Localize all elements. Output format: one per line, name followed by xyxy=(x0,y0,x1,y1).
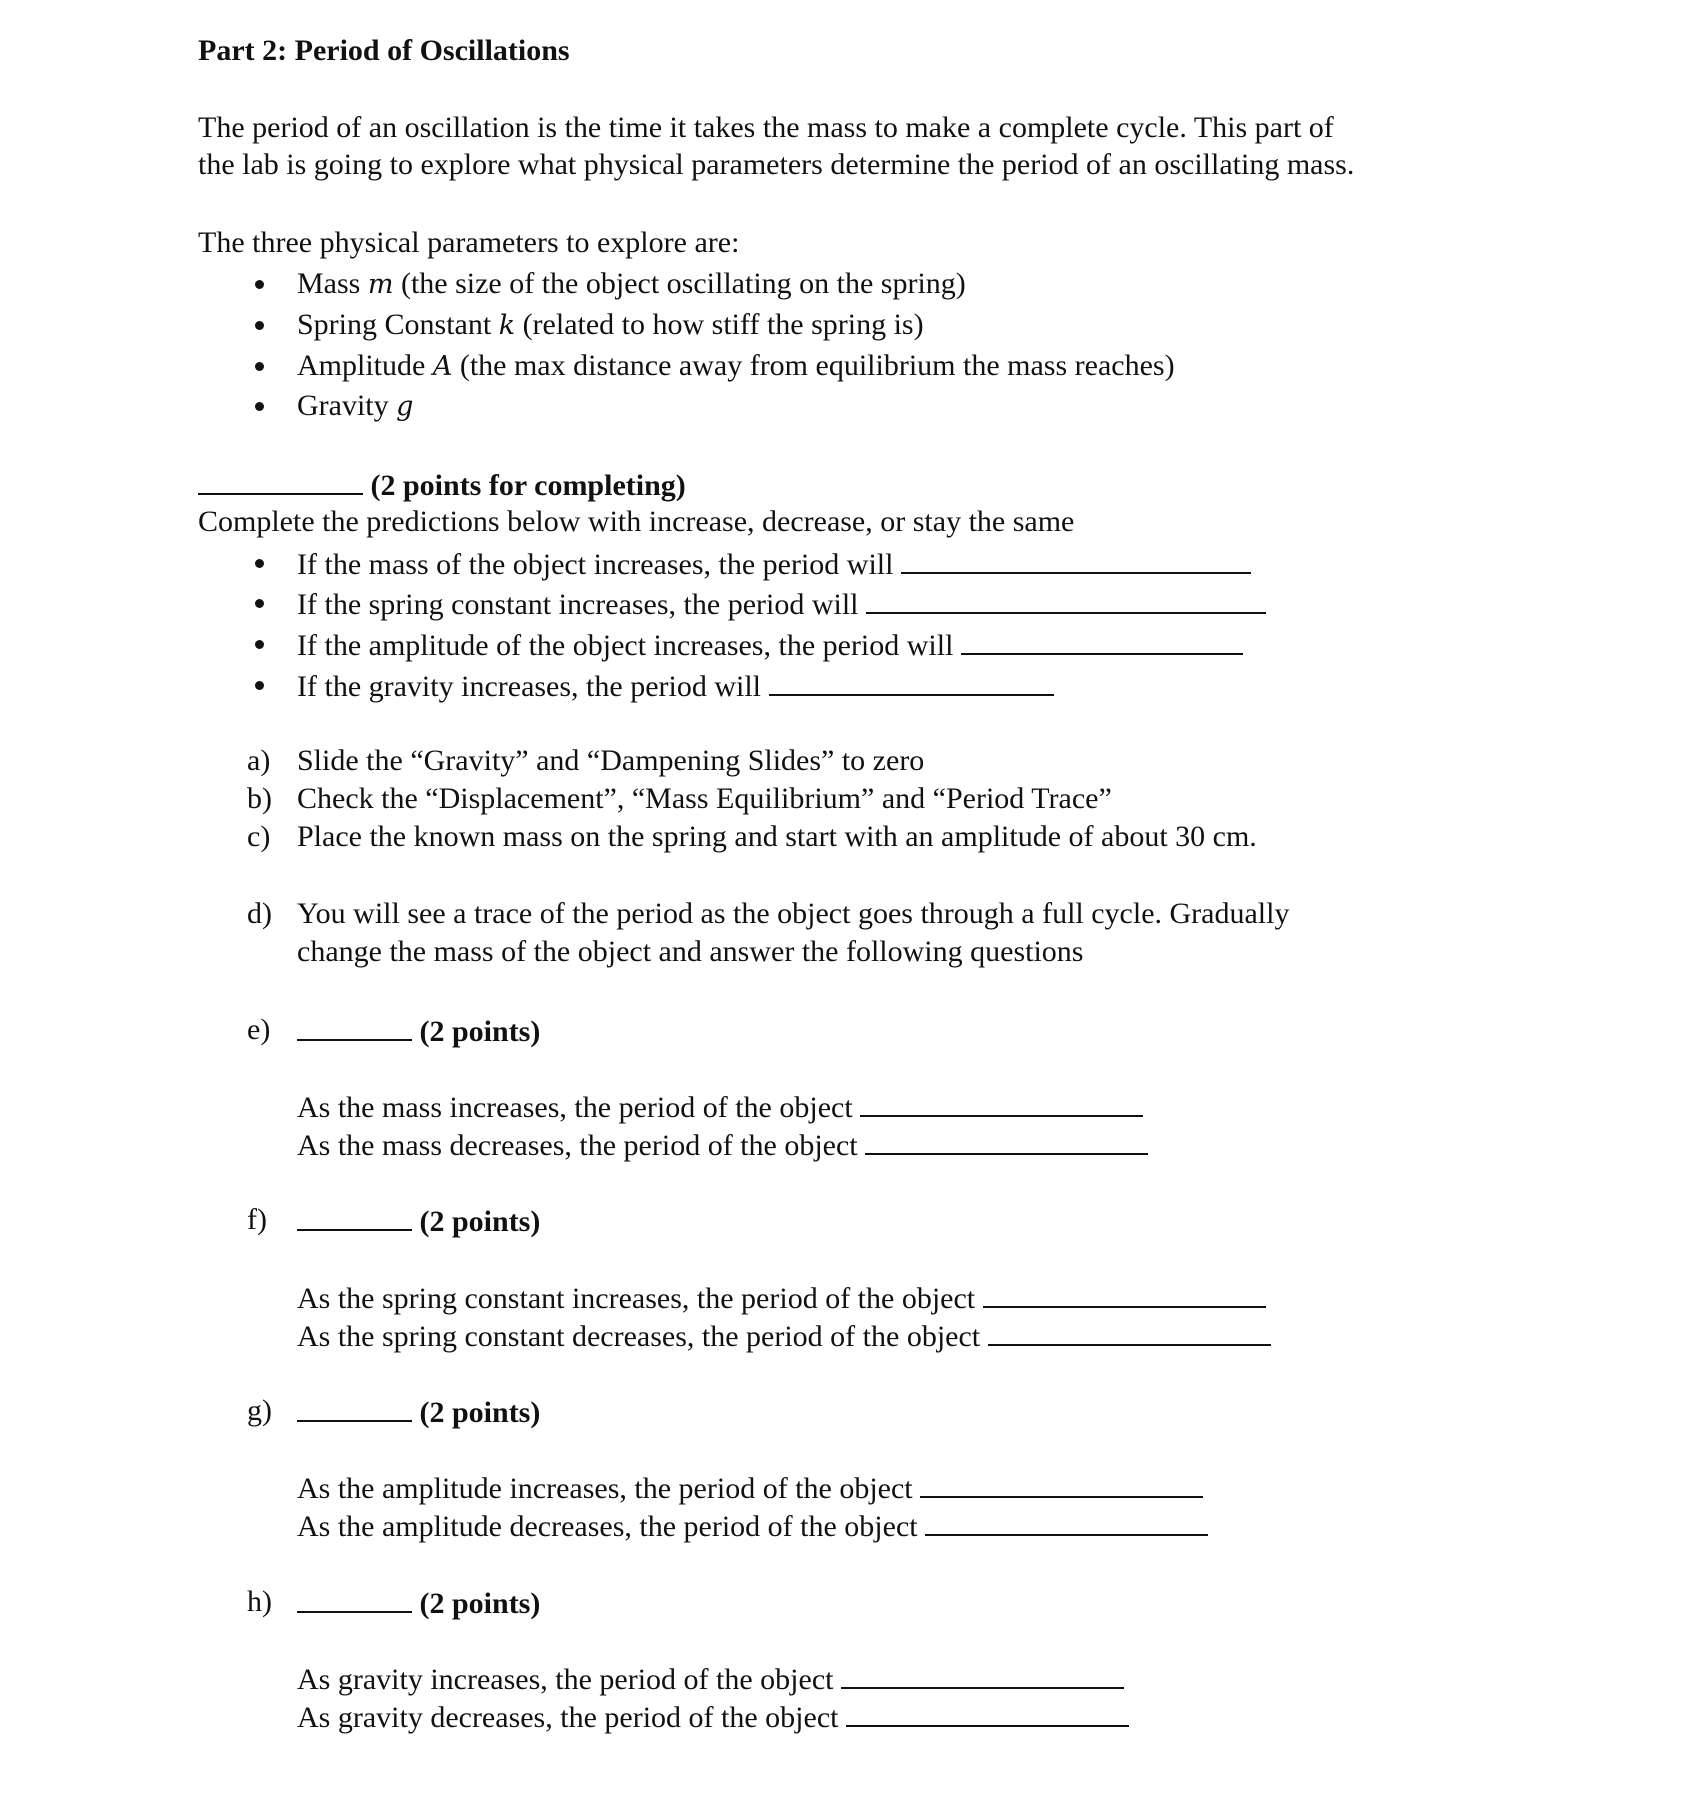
question-points: (2 points) xyxy=(297,1013,540,1049)
param-gravity: Gravity g xyxy=(297,389,414,422)
score-blank[interactable] xyxy=(198,467,363,495)
predictions-points: (2 points for completing) xyxy=(198,467,686,503)
question-line: As gravity decreases, the period of the object xyxy=(297,1699,1129,1735)
answer-blank[interactable] xyxy=(866,586,1266,614)
intro-line-2: the lab is going to explore what physical parameters determine the period of an oscillating mass. xyxy=(198,148,1355,181)
answer-blank[interactable] xyxy=(983,1280,1266,1308)
question-label: g) xyxy=(247,1394,272,1427)
prediction-item: If the mass of the object increases, the period will xyxy=(297,546,1251,582)
step-text: You will see a trace of the period as the object goes through a full cycle. Gradually xyxy=(297,897,1290,930)
question-label: e) xyxy=(247,1013,271,1046)
bullet-icon xyxy=(255,640,264,649)
question-line: As the spring constant decreases, the period of the object xyxy=(297,1318,1271,1354)
question-line: As the mass increases, the period of the object xyxy=(297,1089,1143,1125)
answer-blank[interactable] xyxy=(920,1470,1203,1498)
score-blank[interactable] xyxy=(297,1013,412,1041)
param-spring-constant: Spring Constant k (related to how stiff the spring is) xyxy=(297,308,924,341)
question-points: (2 points) xyxy=(297,1394,540,1430)
answer-blank[interactable] xyxy=(925,1508,1208,1536)
answer-blank[interactable] xyxy=(901,546,1251,574)
step-text: Slide the “Gravity” and “Dampening Slides” to zero xyxy=(297,744,925,777)
bullet-icon xyxy=(255,402,264,411)
question-line: As the amplitude increases, the period of the object xyxy=(297,1470,1203,1506)
step-label: c) xyxy=(247,820,271,853)
page-title: Part 2: Period of Oscillations xyxy=(198,34,570,67)
score-blank[interactable] xyxy=(297,1203,412,1231)
step-text: Check the “Displacement”, “Mass Equilibrium” and “Period Trace” xyxy=(297,782,1112,815)
params-heading: The three physical parameters to explore are: xyxy=(198,226,740,259)
question-points: (2 points) xyxy=(297,1585,540,1621)
answer-blank[interactable] xyxy=(961,627,1243,655)
bullet-icon xyxy=(255,362,264,371)
step-label: a) xyxy=(247,744,271,777)
prediction-item: If the amplitude of the object increases, the period will xyxy=(297,627,1243,663)
question-line: As the amplitude decreases, the period of the object xyxy=(297,1508,1208,1544)
question-line: As the mass decreases, the period of the object xyxy=(297,1127,1148,1163)
answer-blank[interactable] xyxy=(860,1089,1143,1117)
step-label: b) xyxy=(247,782,272,815)
bullet-icon xyxy=(255,321,264,330)
answer-blank[interactable] xyxy=(865,1127,1148,1155)
prediction-item: If the gravity increases, the period will xyxy=(297,668,1054,704)
question-line: As the spring constant increases, the period of the object xyxy=(297,1280,1266,1316)
question-line: As gravity increases, the period of the object xyxy=(297,1661,1124,1697)
step-text: Place the known mass on the spring and start with an amplitude of about 30 cm. xyxy=(297,820,1257,853)
bullet-icon xyxy=(255,559,264,568)
bullet-icon xyxy=(255,599,264,608)
answer-blank[interactable] xyxy=(769,668,1054,696)
param-amplitude: Amplitude A (the max distance away from equilibrium the mass reaches) xyxy=(297,349,1175,382)
question-label: f) xyxy=(247,1203,267,1236)
score-blank[interactable] xyxy=(297,1394,412,1422)
bullet-icon xyxy=(255,681,264,690)
answer-blank[interactable] xyxy=(846,1699,1129,1727)
step-text: change the mass of the object and answer the following questions xyxy=(297,935,1084,968)
prediction-item: If the spring constant increases, the period will xyxy=(297,586,1266,622)
step-label: d) xyxy=(247,897,272,930)
answer-blank[interactable] xyxy=(841,1661,1124,1689)
predictions-instruction: Complete the predictions below with increase, decrease, or stay the same xyxy=(198,505,1075,538)
intro-line-1: The period of an oscillation is the time it takes the mass to make a complete cycle. This part of xyxy=(198,111,1334,144)
question-label: h) xyxy=(247,1585,272,1618)
bullet-icon xyxy=(255,280,264,289)
answer-blank[interactable] xyxy=(988,1318,1271,1346)
question-points: (2 points) xyxy=(297,1203,540,1239)
param-mass: Mass m (the size of the object oscillating on the spring) xyxy=(297,267,966,300)
score-blank[interactable] xyxy=(297,1585,412,1613)
